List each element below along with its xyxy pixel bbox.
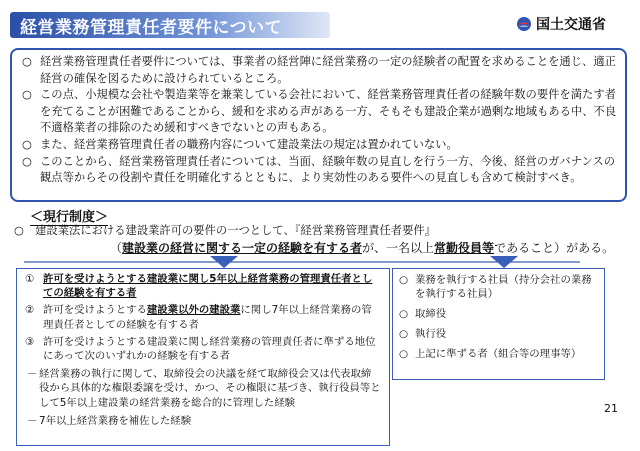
- summary-item: [22, 87, 617, 137]
- mlit-logo-icon: [516, 16, 532, 32]
- officer-roles-box: [392, 268, 605, 380]
- circle-bullet-icon: ○: [399, 308, 409, 320]
- requirement-text-emph: 建設業以外の建設業: [146, 304, 241, 317]
- sub-list: [25, 367, 381, 428]
- requirement-item: [25, 272, 381, 300]
- summary-text: 経営業務管理責任者要件については、事業者の経営陣に経営業務の一定の経験者の配置を求めることを通じ、適正経営の確保を図るために設けられているところ。: [40, 55, 616, 85]
- summary-text: このことから、経営業務管理責任者については、当面、経験年数の見直しを行う一方、今後、経営のガバナンスの観点等からその役割や責任を明確化するとともに、より実効性のある要件への見直しも含めて検討すべき。: [40, 154, 616, 185]
- requirement-item: [25, 335, 381, 363]
- org-name: 国土交通省: [536, 17, 606, 33]
- section-label: ＜現行制度＞: [30, 210, 109, 225]
- intro-suffix-text: であること）がある。: [494, 241, 615, 255]
- dash-bullet: －: [27, 368, 38, 381]
- summary-text: また、経営業務管理責任者の職務内容について建設業法の規定は置かれていない。: [40, 137, 458, 151]
- sub-item: [27, 367, 381, 410]
- dash-bullet: －: [27, 414, 38, 427]
- role-item: [399, 327, 598, 341]
- experience-requirements-box: [16, 268, 390, 446]
- requirement-text-pre: 許可を受けようとする: [43, 304, 147, 317]
- role-item: [399, 307, 598, 321]
- circle-bullet-icon: ○: [22, 55, 32, 68]
- summary-item: [22, 154, 617, 187]
- page-number: 21: [604, 402, 618, 415]
- circle-bullet-icon: ○: [399, 328, 409, 340]
- summary-text: この点、小規模な会社や製造業等を兼業している会社において、経営業務管理責任者の経験年数の要件を満たす者を充てることが困難であることから、緩和を求める声がある一方、そもそも建設企業が過剰な地域もある中、不良不適格業者の排除のため緩和すべきでないとの声もある。: [40, 88, 617, 135]
- circle-bullet-icon: ○: [399, 274, 409, 286]
- intro-line-2: [110, 240, 614, 257]
- requirement-text: 許可を受けようとする建設業に関し5年以上経営業務の管理責任者としての経験を有する者: [43, 273, 373, 300]
- role-text: 業務を執行する社員（持分会社の業務を執行する社員）: [415, 274, 592, 300]
- sub-item: [27, 414, 381, 428]
- intro-bold-experience: 建設業の経営に関する一定の経験を有する者: [122, 241, 363, 255]
- org-logo: [516, 14, 606, 34]
- circle-bullet-icon: ○: [22, 137, 32, 151]
- requirement-text: [43, 303, 381, 331]
- circle-bullet-icon: ○: [399, 348, 409, 360]
- requirement-number: ②: [25, 304, 35, 317]
- page-title: 経営業務管理責任者要件について: [20, 18, 283, 38]
- circle-bullet-icon: ○: [22, 88, 32, 102]
- title-bar: [0, 4, 640, 46]
- role-text: 取締役: [415, 308, 447, 320]
- summary-item: [22, 137, 617, 154]
- requirement-text: 許可を受けようとする建設業に関し経営業務の管理責任者に準ずる地位にあって次のいずれかの経験を有する者: [43, 335, 376, 363]
- role-text: 執行役: [415, 328, 447, 340]
- sub-item-text: 7年以上経営業務を補佐した経験: [39, 414, 192, 427]
- intro-open-paren: （: [110, 241, 123, 255]
- summary-box: [10, 48, 627, 202]
- role-text: 上記に準ずる者（組合等の理事等）: [415, 348, 582, 360]
- requirement-number: ①: [25, 273, 35, 285]
- requirement-number: ③: [25, 335, 35, 348]
- arrow-row: [20, 256, 620, 268]
- requirement-text-post: に関し7年以上経営業務の管理責任者としての経験を有する者: [43, 304, 372, 331]
- section-label-text: 現行制度: [43, 210, 96, 225]
- intro-mid-text: が、一名以上: [362, 241, 435, 255]
- intro-bold-officer: 常勤役員等: [434, 241, 495, 255]
- role-item: [399, 273, 598, 301]
- sub-item-text: 経営業務の執行に関して、取締役会の決議を経て取締役会又は代表取締役から具体的な権限委譲を受け、かつ、その権限に基づき、執行役員等として5年以上建設業の経営業務を総合的に管理した経験: [39, 368, 381, 409]
- circle-bullet-icon: ○: [22, 154, 32, 168]
- intro-line: ○ 建設業法における建設業許可の要件の一つとして、『経営業務管理責任者要件』: [14, 224, 436, 237]
- role-item: [399, 347, 598, 361]
- summary-item: [22, 54, 617, 87]
- requirement-item: [25, 303, 381, 331]
